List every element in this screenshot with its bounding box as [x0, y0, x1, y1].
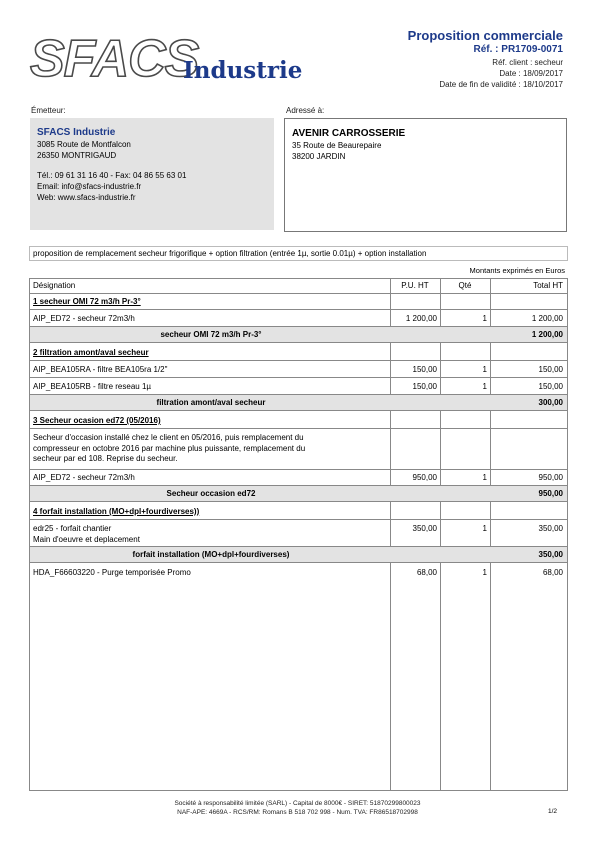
header-designation: Désignation [33, 281, 76, 290]
document-date: Date : 18/09/2017 [499, 69, 563, 78]
section-title: 4 forfait installation (MO+dpl+fourdiverses)) [33, 507, 200, 516]
section-title: 3 Secheur ocasion ed72 (05/2016) [33, 416, 161, 425]
issuer-phone: Tél.: 09 61 31 16 40 - Fax: 04 86 55 63 01 [37, 171, 187, 180]
section-title: 1 secheur OMI 72 m3/h Pr-3° [33, 297, 141, 306]
table-row [30, 379, 567, 395]
subtotal-label: Secheur occasion ed72 [166, 489, 256, 498]
table-row [30, 565, 567, 581]
item-total: 150,00 [538, 382, 563, 391]
table-header [30, 279, 567, 294]
item-quantity: 1 [482, 524, 487, 533]
item-designation: AIP_ED72 - secheur 72m3/h [33, 314, 135, 323]
section-title-row [30, 413, 567, 429]
recipient-label: Adressé à: [286, 106, 325, 115]
recipient-name: AVENIR CARROSSERIE [292, 128, 406, 139]
recipient-city: 38200 JARDIN [292, 152, 346, 161]
item-designation: AIP_ED72 - secheur 72m3/h [33, 473, 135, 482]
table-row [30, 311, 567, 327]
item-designation [33, 521, 383, 545]
subtotal-value: 300,00 [538, 398, 563, 407]
issuer-box [30, 118, 274, 230]
subtotal-label: filtration amont/aval secheur [156, 398, 266, 407]
subtotal-row [30, 327, 567, 343]
table-row [30, 521, 567, 547]
section-note-line: compresseur en octobre 2016 par machine plus puissante, remplacement du [33, 443, 306, 453]
line-items-table [29, 278, 568, 791]
table-row [30, 362, 567, 378]
item-designation: AIP_BEA105RA - filtre BEA105ra 1/2" [33, 365, 168, 374]
issuer-city: 26350 MONTRIGAUD [37, 151, 117, 160]
footer-registration-line: NAF-APE: 4669A - RCS/RM: Romans B 518 702 998 - Num. TVA: FR86518702998 [177, 809, 418, 816]
section-note-line: Secheur d'occasion installé chez le client en 05/2016, puis remplacement du [33, 433, 304, 442]
table-row [30, 470, 567, 486]
section-note [33, 430, 383, 465]
issuer-email: Email: info@sfacs-industrie.fr [37, 182, 142, 191]
item-designation-line: edr25 - forfait chantier [33, 524, 112, 533]
currency-note: Montants exprimés en Euros [469, 266, 565, 275]
subtotal-value: 950,00 [538, 489, 563, 498]
item-quantity: 1 [482, 314, 487, 323]
section-note-line: secheur par ed 108. Reprise du secheur. [33, 454, 178, 463]
item-total: 1 200,00 [531, 314, 563, 323]
subtotal-value: 350,00 [538, 550, 563, 559]
company-logo-subtitle: Industrie [183, 57, 303, 84]
subtotal-row [30, 395, 567, 411]
header-quantity: Qté [458, 281, 472, 290]
item-designation: HDA_F66603220 - Purge temporisée Promo [33, 568, 191, 577]
issuer-website: Web: www.sfacs-industrie.fr [37, 193, 136, 202]
section-title-row [30, 345, 567, 361]
recipient-address-line: 35 Route de Beaurepaire [292, 141, 382, 150]
subtotal-row [30, 547, 567, 563]
item-unit-price: 150,00 [412, 382, 437, 391]
footer-legal-line: Société à responsabilité limitée (SARL) - Capital de 8000€ - SIRET: 51870299800023 [174, 800, 421, 807]
validity-date: Date de fin de validité : 18/10/2017 [439, 80, 563, 89]
proposal-subject: proposition de remplacement secheur frigorifique + option filtration (entrée 1µ, sortie 0.01µ) + option installation [29, 246, 568, 261]
subtotal-row [30, 486, 567, 502]
section-title-row [30, 294, 567, 310]
document-reference: Réf. : PR1709-0071 [473, 44, 563, 55]
item-total: 950,00 [538, 473, 563, 482]
item-designation: AIP_BEA105RB - filtre reseau 1µ [33, 382, 151, 391]
subtotal-value: 1 200,00 [531, 330, 563, 339]
item-unit-price: 68,00 [416, 568, 437, 577]
item-quantity: 1 [482, 568, 487, 577]
client-reference: Réf. client : secheur [492, 58, 563, 67]
item-designation-detail: Main d'oeuvre et deplacement [33, 534, 140, 544]
item-quantity: 1 [482, 382, 487, 391]
document-title: Proposition commerciale [407, 28, 563, 43]
section-title: 2 filtration amont/aval secheur [33, 348, 149, 357]
recipient-box [284, 118, 567, 232]
issuer-name: SFACS Industrie [37, 127, 116, 138]
item-total: 350,00 [538, 524, 563, 533]
item-total: 150,00 [538, 365, 563, 374]
company-logo-mark: SFACS [30, 30, 199, 88]
section-note-row [30, 430, 567, 470]
item-total: 68,00 [542, 568, 563, 577]
item-unit-price: 1 200,00 [405, 314, 437, 323]
item-quantity: 1 [482, 473, 487, 482]
page-number: 1/2 [547, 808, 557, 815]
header-unit-price: P.U. HT [401, 281, 429, 290]
item-quantity: 1 [482, 365, 487, 374]
item-unit-price: 150,00 [412, 365, 437, 374]
header-total: Total HT [533, 281, 563, 290]
item-unit-price: 350,00 [412, 524, 437, 533]
issuer-address-line: 3085 Route de Montfalcon [37, 140, 131, 149]
item-unit-price: 950,00 [412, 473, 437, 482]
subtotal-label: secheur OMI 72 m3/h Pr-3° [160, 330, 262, 339]
subtotal-label: forfait installation (MO+dpl+fourdiverses) [132, 550, 290, 559]
section-title-row [30, 504, 567, 520]
issuer-label: Émetteur: [31, 106, 66, 115]
